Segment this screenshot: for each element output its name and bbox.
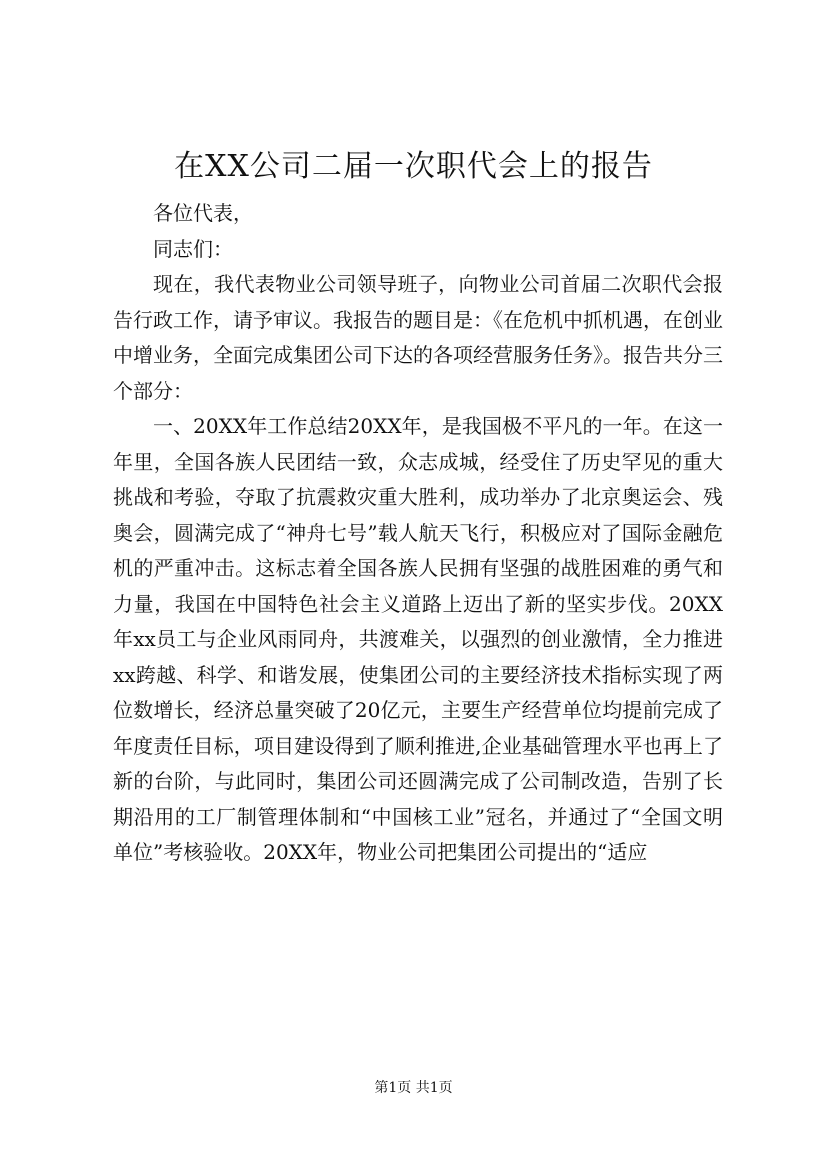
document-title: 在XX公司二届一次职代会上的报告 <box>174 149 653 184</box>
page-number-footer: 第1页 共1页 <box>374 1080 453 1096</box>
salutation-line: 同志们： <box>153 236 233 261</box>
body-paragraph: 现在，我代表物业公司领导班子，向物业公司首届二次职代会报告行政工作，请予审议。我报告的题目是：《在危机中抓机遇，在创业中增业务，全面完成集团公司下达的各项经营服务任务》。报告共分三个部分： <box>113 272 723 403</box>
salutation-line: 各位代表， <box>153 201 253 225</box>
document-body <box>113 196 723 871</box>
body-paragraph: 一、20XX年工作总结20XX年，是我国极不平凡的一年。在这一年里，全国各族人民团结一致，众志成城，经受住了历史罕见的重大挑战和考验，夺取了抗震救灾重大胜利，成功举办了北京奥运会、残奥会，圆满完成了“神舟七号”载人航天飞行，积极应对了国际金融危机的严重冲击。这标志着全国各族人民拥有坚强的战胜困难的勇气和力量，我国在中国特色社会主义道路上迈出了新的坚实步伐。20XX年xx员工与企业风雨同舟，共渡难关，以强烈的创业激情，全力推进xx跨越、科学、和谐发展，使集团公司的主要经济技术指标实现了两位数增长，经济总量突破了20亿元，主要生产经营单位均提前完成了年度责任目标，项目建设得到了顺利推进,企业基础管理水平也再上了新的台阶，与此同时，集团公司还圆满完成了公司制改造，告别了长期沿用的工厂制管理体制和“中国核工业”冠名，并通过了“全国文明单位”考核验收。20XX年，物业公司把集团公司提出的“适应 <box>113 414 723 864</box>
